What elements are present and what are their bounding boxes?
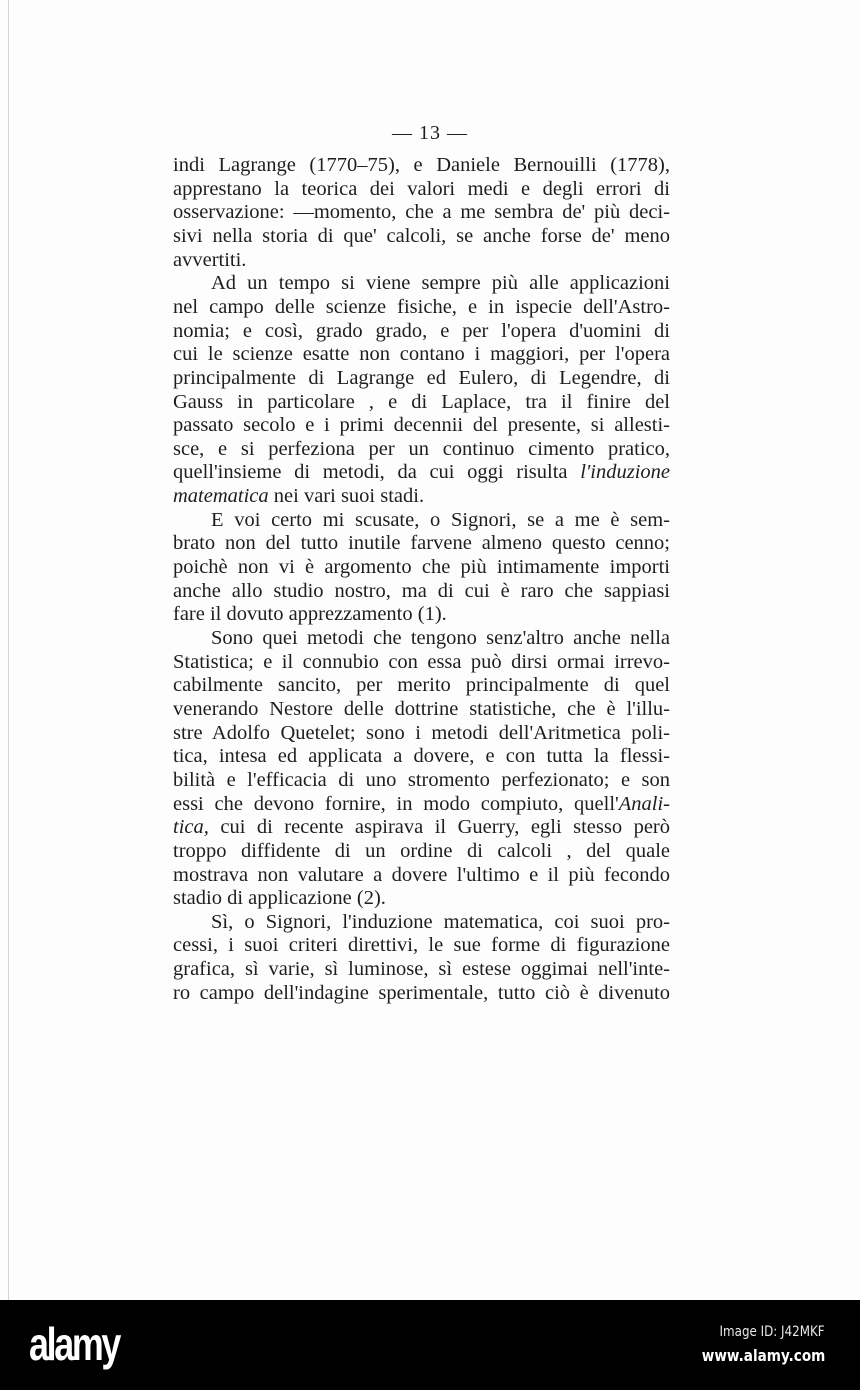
text-line — [173, 579, 670, 603]
text-segment: apprestano la teorica dei valori medi e degli errori di — [173, 177, 670, 200]
text-line — [173, 839, 670, 863]
text-line — [173, 792, 670, 816]
text-segment: Ad un tempo si viene sempre più alle applicazioni — [211, 272, 670, 295]
text-line — [173, 815, 670, 839]
text-line — [173, 413, 670, 437]
text-segment: Sì, o Signori, l'induzione matematica, coi suoi pro- — [211, 910, 670, 933]
text-segment: sce, e si perfeziona per un continuo cimento pratico, — [173, 437, 670, 460]
text-segment: quell'insieme di metodi, da cui oggi risulta — [173, 461, 581, 484]
text-segment: passato secolo e i primi decennii del presente, si allesti- — [173, 414, 670, 437]
alamy-logo: alamy — [29, 1318, 120, 1370]
text-segment: Sono quei metodi che tengono senz'altro anche nella — [211, 627, 670, 649]
text-segment: avvertiti. — [173, 248, 247, 271]
text-segment: nel campo delle scienze fisiche, e in ispecie dell'Astro- — [173, 295, 670, 318]
text-segment: nei vari suoi stadi. — [268, 485, 425, 508]
text-segment: brato non del tutto inutile farvene almeno questo cenno; — [173, 532, 670, 555]
text-line — [173, 248, 670, 272]
text-segment: stadio di applicazione (2). — [173, 887, 386, 910]
text-line — [173, 390, 670, 414]
text-line — [173, 933, 670, 957]
text-segment: osservazione: —momento, che a me sembra de' più deci- — [173, 201, 670, 224]
watermark-bar — [0, 1300, 860, 1390]
text-segment: grafica, sì varie, sì luminose, sì estese oggimai nell'inte- — [173, 958, 670, 981]
text-line — [173, 177, 670, 201]
text-line — [173, 153, 670, 177]
text-segment: cessi, i suoi criteri direttivi, le sue forme di figurazione — [173, 934, 670, 957]
text-line — [173, 768, 670, 792]
text-line — [173, 863, 670, 887]
italic-text: l'induzione — [580, 461, 670, 484]
text-line — [173, 957, 670, 981]
text-segment: mostrava non valutare a dovere l'ultimo e il più fecondo — [173, 863, 670, 886]
text-segment: anche allo studio nostro, ma di cui è raro che sappiasi — [173, 579, 670, 602]
text-segment: principalmente di Lagrange ed Eulero, di Legendre, di — [173, 366, 670, 389]
text-line — [173, 224, 670, 248]
text-segment: cabilmente sancito, per merito principalmente di quel — [173, 674, 670, 697]
italic-text: matematica — [173, 485, 269, 508]
text-line — [173, 886, 670, 910]
text-line — [173, 555, 670, 579]
image-id-label: Image ID: J42MKF — [719, 1324, 825, 1340]
text-line — [173, 271, 670, 295]
text-segment: ro campo dell'indagine sperimentale, tutto ciò è divenuto — [173, 981, 670, 1004]
text-line — [173, 342, 670, 366]
text-line — [173, 366, 670, 390]
text-line — [173, 484, 670, 508]
text-segment: troppo diffidente di un ordine di calcoli , del quale — [173, 839, 670, 862]
text-segment: E voi certo mi scusate, o Signori, se a me è sem- — [211, 508, 670, 531]
text-segment: bilità e l'efficacia di uno stromento perfezionato; e son — [173, 768, 670, 791]
text-segment: essi che devono fornire, in modo compiuto, quell' — [173, 792, 619, 815]
text-segment: indi Lagrange (1770–75), e Daniele Bernouilli (1778), — [173, 154, 670, 176]
text-line — [173, 508, 670, 532]
text-line — [173, 460, 670, 484]
text-line — [173, 673, 670, 697]
text-segment: nomia; e così, grado grado, e per l'opera d'uomini di — [173, 319, 670, 342]
text-segment: poichè non vi è argomento che più intimamente importi — [173, 556, 670, 579]
text-line — [173, 531, 670, 555]
text-line — [173, 319, 670, 343]
text-line — [173, 981, 670, 1005]
text-line — [173, 437, 670, 461]
italic-text: Anali- — [618, 792, 670, 815]
text-segment: sivi nella storia di que' calcoli, se anche forse de' meno — [173, 224, 670, 247]
text-segment: cui di recente aspirava il Guerry, egli stesso però — [208, 816, 670, 839]
page-number: — 13 — — [392, 122, 468, 144]
italic-text: tica, — [173, 816, 209, 839]
text-line — [173, 602, 670, 626]
text-line — [173, 295, 670, 319]
text-segment: venerando Nestore delle dottrine statistiche, che è l'illu- — [173, 697, 670, 720]
text-line — [173, 721, 670, 745]
text-line — [173, 744, 670, 768]
text-segment: stre Adolfo Quetelet; sono i metodi dell'Aritmetica poli- — [173, 721, 670, 744]
text-line — [173, 626, 670, 650]
site-url: www.alamy.com — [701, 1346, 825, 1365]
text-segment: Statistica; e il connubio con essa può dirsi ormai irrevo- — [173, 650, 670, 673]
text-segment: Gauss in particolare , e di Laplace, tra il finire del — [173, 390, 670, 413]
page-edge-line — [8, 0, 9, 1300]
text-segment: fare il dovuto apprezzamento (1). — [173, 603, 447, 626]
text-line — [173, 200, 670, 224]
text-line — [173, 697, 670, 721]
text-segment: tica, intesa ed applicata a dovere, e con tutta la flessi- — [173, 745, 670, 768]
text-segment: cui le scienze esatte non contano i maggiori, per l'opera — [173, 343, 670, 366]
text-line — [173, 910, 670, 934]
text-line — [173, 650, 670, 674]
